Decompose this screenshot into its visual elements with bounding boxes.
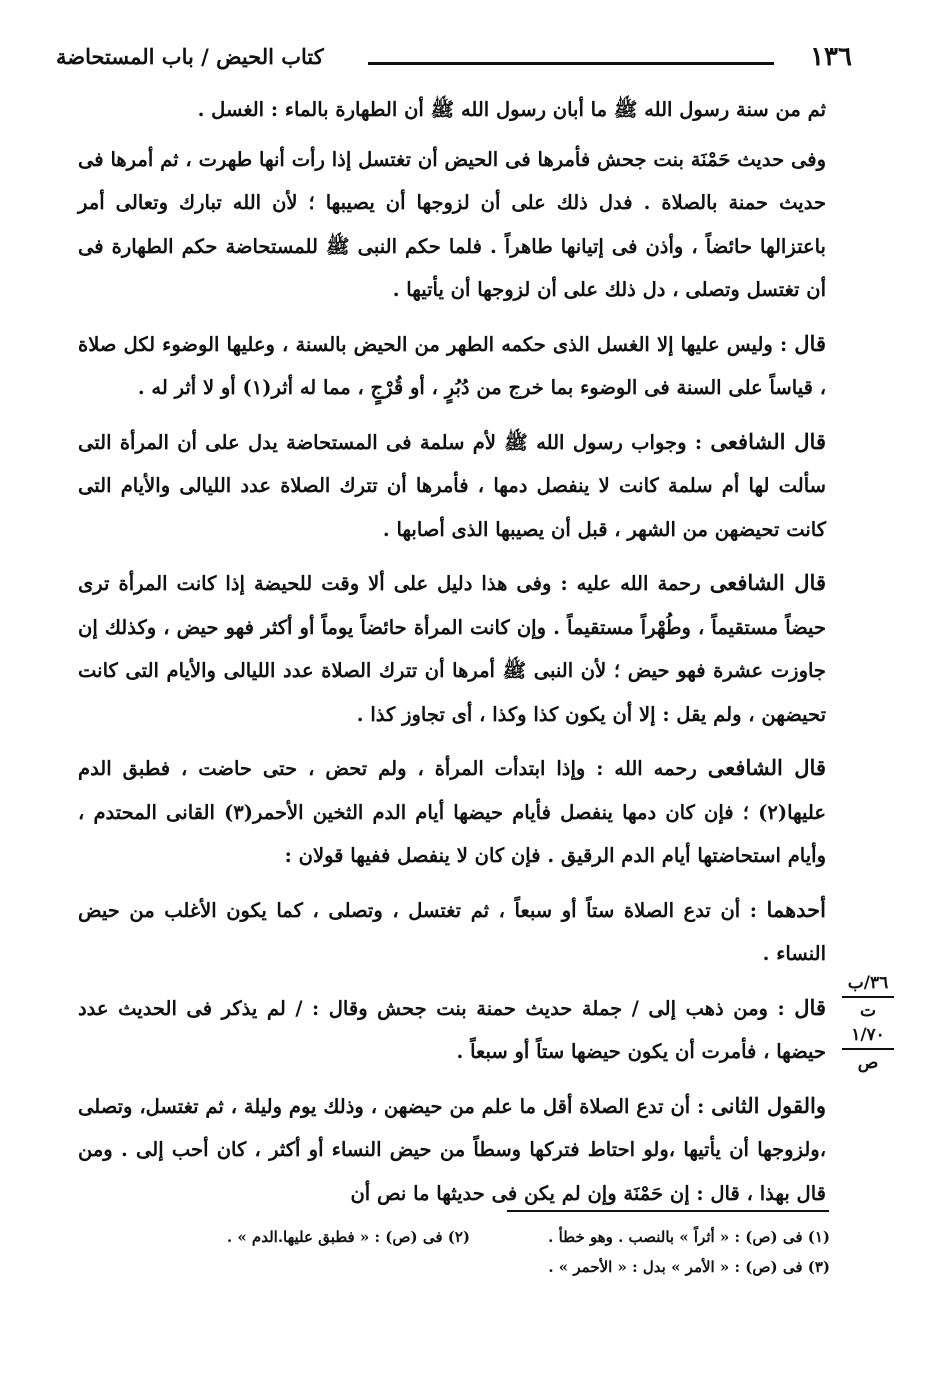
footnote-2: (٢) فى (ص) : « فطبق عليها.الدم » . [226, 1228, 470, 1246]
main-text [78, 88, 826, 1225]
footnote-3: (٣) فى (ص) : « الأمر » بدل : « الأحمر » . [548, 1258, 830, 1276]
paragraph-text: : وليس عليها إلا الغسل الذى حكمه الطهر من الحيض بالسنة ، وعليها الوضوء لكل صلاة ، قياساً على السنة فى الوضوء بما خرج من دُبُرٍ ، أو قُرْجٍ ، مما له أثر(١) أو لا أثر له . [78, 332, 826, 399]
paragraph-lead: قال الشافعى [710, 428, 826, 454]
paragraph-text: وفى حديث حَمْنَة بنت جحش فأمرها فى الحيض أن تغتسل إذا رأت أنها طهرت ، ثم أمرها فى حديث حمنة بالصلاة . فدل ذلك على أن لزوجها أن يصيبها ؛ لأن الله تبارك وتعالى أمر باعتزالها حائضاً ، وأذن فى إتيانها طاهراً . فلما حكم النبى ﷺ للمستحاضة حكم الطهارة فى أن تغتسل وتصلى ، دل ذلك على أن لزوجها أن يأتيها . [78, 147, 826, 301]
footnotes [130, 1222, 830, 1282]
paragraph [78, 322, 826, 410]
paragraph-lead: قال [794, 994, 826, 1020]
paragraph [78, 138, 826, 312]
footnote-row [130, 1252, 830, 1282]
paragraph-text: : أن تدع الصلاة أقل ما علم من حيضهن ، وذلك يوم وليلة ، ثم تغتسل، وتصلى ،ولزوجها أن يأتيها ،ولو احتاط فتركها وسطاً من حيض النساء أو أكثر ، كان أحب إلى . ومن قال بهذا ، قال : إن حَمْنَة وإن لم يكن فى حديثها ما نص أن [78, 1094, 826, 1205]
folio-ref-b: ٣٦/ب [842, 972, 894, 998]
paragraph-text: : أن تدع الصلاة ستاً أو سبعاً ، ثم تغتسل ، وتصلى ، كما يكون الأغلب من حيض النساء . [78, 898, 826, 965]
paragraph-lead: قال الشافعى [707, 755, 826, 780]
paragraph-text: رحمه الله : وإذا ابتدأت المرأة ، ولم تحض ، حتى حاضت ، فطبق الدم عليها(٢) ؛ فإن كان دمها ينفصل فأيام حيضها أيام الدم الثخين الأحمر(٣) القانى المحتدم ، وأيام استحاضتها أيام الدم الرقيق . فإن كان لا ينفصل ففيها قولان : [78, 757, 826, 867]
paragraph [78, 746, 826, 878]
footnote-1: (١) فى (ص) : « أثراً » بالنصب . وهو خطأ . [548, 1228, 830, 1246]
paragraph [78, 88, 826, 132]
paragraph [78, 888, 826, 976]
page-header [56, 40, 852, 76]
header-rule [368, 62, 774, 65]
paragraph [78, 561, 826, 736]
folio-ref-a: ١/٧٠ [842, 1024, 894, 1050]
running-title: كتاب الحيض / باب المستحاضة [56, 44, 324, 69]
paragraph-text: : وجواب رسول الله ﷺ لأم سلمة فى المستحاضة يدل على أن المرأة التى سألت لها أم سلمة كانت لا ينفصل دمها ، فأمرها أن تترك الصلاة عدد الليالى والأيام التى كانت تحيضهن من الشهر ، قبل أن يصيبها الذى أصابها . [78, 430, 826, 541]
paragraph-lead: قال [794, 330, 826, 356]
paragraph-lead: قال الشافعى [709, 570, 826, 595]
footnote-row [130, 1222, 830, 1252]
paragraph-text: : ومن ذهب إلى / جملة حديث حمنة بنت جحش وقال : / لم يذكر فى الحديث عدد حيضها ، فأمرت أن يكون حيضها ستاً أو سبعاً . [78, 996, 826, 1063]
manuscript-folio-note [838, 972, 898, 1076]
paragraph-lead: أحدهما [766, 896, 826, 922]
footnote-separator [507, 1210, 829, 1212]
paragraph [78, 420, 826, 552]
paragraph [78, 986, 826, 1074]
paragraph-text: ثم من سنة رسول الله ﷺ ما أبان رسول الله ﷺ أن الطهارة بالماء : الغسل . [197, 98, 826, 121]
manuscript-siglum-t: ت [859, 1001, 876, 1021]
page-number: ١٣٦ [810, 42, 852, 72]
paragraph-text: رحمة الله عليه : وفى هذا دليل على ألا وقت للحيضة إذا كانت المرأة ترى حيضاً مستقيماً ، وطُهْراً مستقيماً . وإن كانت المرأة حائضاً يوماً أو أكثر فهو حيض ، وكذلك إن جاوزت عشرة فهو حيض ؛ لأن النبى ﷺ أمرها أن تترك الصلاة عدد الليالى والأيام التى كانت تحيضهن ، ولم يقل : إلا أن يكون كذا وكذا ، أى تجاوز كذا . [78, 572, 826, 726]
paragraph [78, 1084, 826, 1216]
manuscript-siglum-s: ص [857, 1053, 879, 1073]
paragraph-lead: والقول الثانى [711, 1092, 826, 1118]
